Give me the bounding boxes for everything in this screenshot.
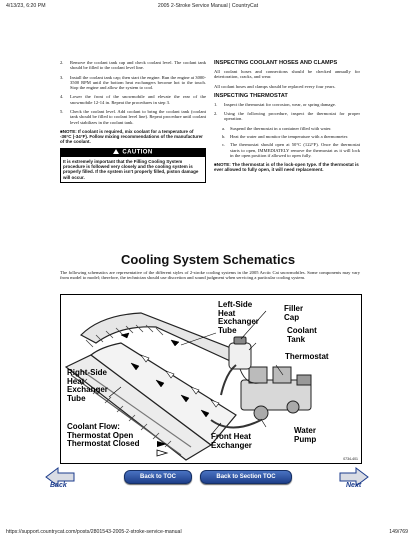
print-title: 2005 2-Stroke Service Manual | CountryCat [157,3,259,9]
thermostat-closed-arrow-icon [157,450,167,456]
list-item: a. Suspend the thermostat in a container filled with water. [222,125,332,131]
left-column [60,60,206,183]
back-link[interactable]: Back [50,482,67,489]
water-pump-label: Water Pump [294,426,317,444]
back-to-toc-button[interactable]: Back to TOC [124,470,192,484]
paragraph: All coolant hoses and connections should be checked annually for deterioration, cracks, and wear. [214,69,360,80]
back-to-section-toc-button[interactable]: Back to Section TOC [200,470,292,484]
figure-number: 0734-401 [343,457,358,461]
section-heading: INSPECTING COOLANT HOSES AND CLAMPS [214,60,338,66]
list-item: 1. Inspect the thermostat for corrosion, wear, or spring damage. [214,101,336,107]
filler-cap-label: Filler Cap [284,304,304,322]
front-heat-exchanger-label: Front Heat Exchanger [211,432,252,450]
right-side-heat-exchanger-label: Right-Side Heat Exchanger Tube [67,368,108,403]
browser-header [0,3,416,13]
left-side-heat-exchanger-label: Left-Side Heat Exchanger Tube [218,300,259,335]
section-heading: INSPECTING THERMOSTAT [214,92,288,99]
print-url: https://support.countrycat.com/posts/2801543-2005-2-stroke-service-manual [6,529,182,535]
list-item: 5. Check the coolant level. Add coolant to bring the coolant tank (coolant tank should be filled to coolant level line). Repeat procedure until coolant level stabilizes in the coolant tank. [60,109,206,125]
section-title: Cooling System Schematics [120,252,296,267]
right-column [214,60,360,176]
caution-text: It is extremely important that the Filling Cooling System procedure is followed very closely and the cooling system is properly filled. If the system isn't properly filled, piston damage will occur. [63,159,199,180]
caution-box [60,148,206,182]
cooling-schematic-figure [60,294,362,464]
warning-icon [113,149,119,154]
list-item: c. The thermostat should open at 50°C (122°F). Once the thermostat starts to open, IMMEDIATELY remove the thermostat as it will lock in the open position if allowed to open fully. [222,142,360,158]
list-item: 2. Using the following procedure, inspect the thermostat for proper operation. [214,111,360,122]
intro-paragraph: The following schematics are representative of the different styles of 2-stroke cooling systems in the 2005 Arctic Cat snowmobiles. Some components may vary from model to model; therefore, the technician should use discretion and sound judgment when servicing a particular cooling system. [60,270,360,281]
print-datetime: 4/13/23, 6:20 PM [6,3,46,9]
list-item: b. Heat the water and monitor the temperature with a thermometer. [222,134,349,140]
next-link[interactable]: Next [346,482,362,489]
list-item: 2. Remove the coolant tank cap and check coolant level. The coolant tank should be filled to the coolant level line. [60,60,206,71]
coolant-note: ■NOTE: If coolant is required, mix coolant for a temperature of -36°C (-34°F). Follow mixing recommendations of the manufacturer of the coolant. [60,128,203,145]
coolant-flow-legend: Coolant Flow: Thermostat Open Thermostat Closed [67,422,140,449]
flow-legend-icons [155,439,171,459]
thermostat-label: Thermostat [285,352,329,361]
list-item: 4. Lower the front of the snowmobile and elevate the rear of the snowmobile 12-14 in. Repeat the procedures in step 3. [60,94,206,105]
caution-header: CAUTION [61,149,205,157]
paragraph: All coolant hoses and clamps should be replaced every four years. [214,83,336,89]
thermostat-note: ■NOTE: The thermostat is of the lock-open type. If the thermostat is ever allowed to fully open, it will need replacement. [214,162,359,173]
thermostat-open-arrow-icon [157,441,167,447]
coolant-tank-label: Coolant Tank [287,326,317,344]
print-page-count: 149/769 [389,529,408,535]
browser-footer [0,529,416,537]
list-item: 3. Install the coolant tank cap; then start the engine. Run the engine at 3000-3500 RPM until the bottom heat exchangers become hot to the touch. Stop the engine and allow the system to cool. [60,74,206,91]
